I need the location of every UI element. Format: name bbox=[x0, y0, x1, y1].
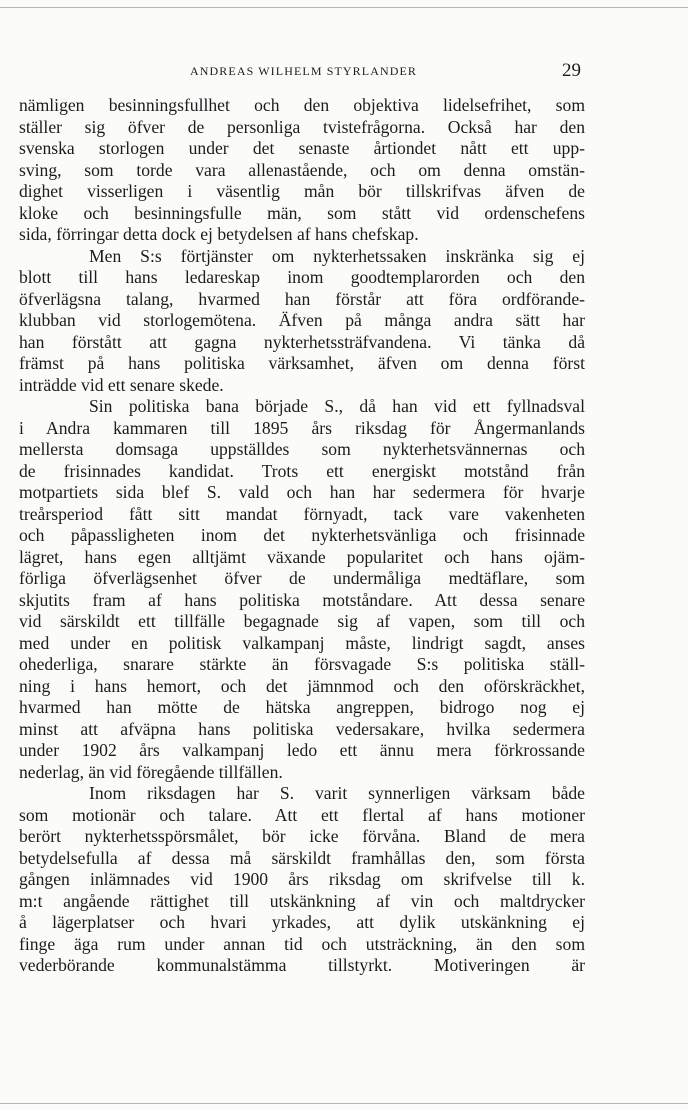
text-line: vid särskildt ett tillfälle begagnade sig af vapen, som till och bbox=[19, 611, 585, 631]
text-line: finge äga rum under annan tid och utsträckning, än den som bbox=[19, 933, 585, 954]
text-line: betydelsefulla af dessa må särskildt framhållas den, som första bbox=[19, 847, 585, 868]
text-line: som motionär och talare. Att ett flertal af hans motioner bbox=[19, 804, 585, 825]
body-text bbox=[19, 95, 585, 977]
text-line: minst att afväpna hans politiska vedersakare, hvilka sedermera bbox=[19, 718, 585, 739]
text-line: vederbörande kommunalstämma tillstyrkt. Motiveringen är bbox=[19, 955, 585, 975]
text-line: hvarmed han mötte de hätska angreppen, bidrogo nog ej bbox=[19, 697, 585, 717]
text-line: nämligen besinningsfullhet och den objektiva lidelsefrihet, som bbox=[19, 95, 585, 115]
text-line: lägret, hans egen alltjämt växande popularitet och hans ojäm- bbox=[19, 546, 585, 567]
text-line: ning i hans hemort, och det jämnmod och den oförskräckhet, bbox=[19, 675, 585, 696]
paragraph-start-line: Sin politiska bana började S., då han vid ett fyllnadsval bbox=[89, 396, 585, 416]
text-line: ohederliga, snarare stärkte än försvagade S:s politiska ställ- bbox=[19, 654, 585, 674]
text-line: sving, som torde vara allenastående, och om denna omstän- bbox=[19, 159, 585, 180]
text-line: med under en politisk valkampanj måste, lindrigt sagdt, anses bbox=[19, 632, 585, 653]
text-line: motpartiets sida blef S. vald och han har sedermera för hvarje bbox=[19, 482, 585, 502]
text-line: svenska storlogen under det senaste årtiondet nått ett upp- bbox=[19, 138, 585, 158]
text-line: m:t angående rättighet till utskänkning af vin och maltdrycker bbox=[19, 890, 585, 911]
text-line: nederlag, än vid föregående tillfällen. bbox=[19, 761, 283, 782]
text-line: klubban vid storlogemötena. Äfven på många andra sätt har bbox=[19, 310, 585, 330]
bottom-scan-edge bbox=[0, 1103, 688, 1104]
paragraph-start-line: Men S:s förtjänster om nykterhetssaken inskränka sig ej bbox=[89, 245, 585, 266]
text-line: gången inlämnades vid 1900 års riksdag om skrifvelse till k. bbox=[19, 869, 585, 889]
top-scan-edge bbox=[0, 7, 688, 8]
text-line: skjutits fram af hans politiska motståndare. Att dessa senare bbox=[19, 589, 585, 610]
text-line: berört nykterhetsspörsmålet, bör icke förvåna. Bland de mera bbox=[19, 826, 585, 846]
text-line: å lägerplatser och hvari yrkades, att dylik utskänkning ej bbox=[19, 912, 585, 932]
text-line: mellersta domsaga uppställdes som nykterhetsvännernas och bbox=[19, 439, 585, 459]
text-line: inträdde vid ett senare skede. bbox=[19, 374, 224, 395]
text-line: dighet visserligen i väsentlig mån bör tillskrifvas äfven de bbox=[19, 181, 585, 201]
text-line: i Andra kammaren till 1895 års riksdag för Ångermanlands bbox=[19, 417, 585, 438]
page-header bbox=[0, 60, 688, 84]
running-title: ANDREAS WILHELM STYRLANDER bbox=[190, 64, 418, 78]
text-line: blott till hans ledareskap inom goodtemplarorden och den bbox=[19, 267, 585, 287]
text-line: de frisinnades kandidat. Trots ett energiskt motstånd från bbox=[19, 460, 585, 481]
text-line: treårsperiod fått sitt mandat förnyadt, tack vare vakenheten bbox=[19, 503, 585, 524]
text-line: främst på hans politiska värksamhet, äfven om denna först bbox=[19, 353, 585, 373]
text-line: sida, förringar detta dock ej betydelsen af hans chefskap. bbox=[19, 224, 419, 244]
text-line: han förstått att gagna nykterhetssträfvandena. Vi tänka då bbox=[19, 331, 585, 352]
text-line: öfverlägsna talang, hvarmed han förstår att föra ordförande- bbox=[19, 288, 585, 309]
paragraph-start-line: Inom riksdagen har S. varit synnerligen värksam både bbox=[89, 783, 585, 803]
text-line: och påpassligheten inom det nykterhetsvänliga och frisinnade bbox=[19, 525, 585, 545]
text-line: under 1902 års valkampanj ledo ett ännu mera förkrossande bbox=[19, 740, 585, 760]
text-line: ställer sig öfver de personliga tvistefrågorna. Också har den bbox=[19, 116, 585, 137]
text-line: kloke och besinningsfulle män, som stått vid ordenschefens bbox=[19, 202, 585, 223]
text-line: förliga öfverlägsenhet öfver de undermåliga medtäflare, som bbox=[19, 568, 585, 588]
page-number: 29 bbox=[562, 60, 581, 81]
